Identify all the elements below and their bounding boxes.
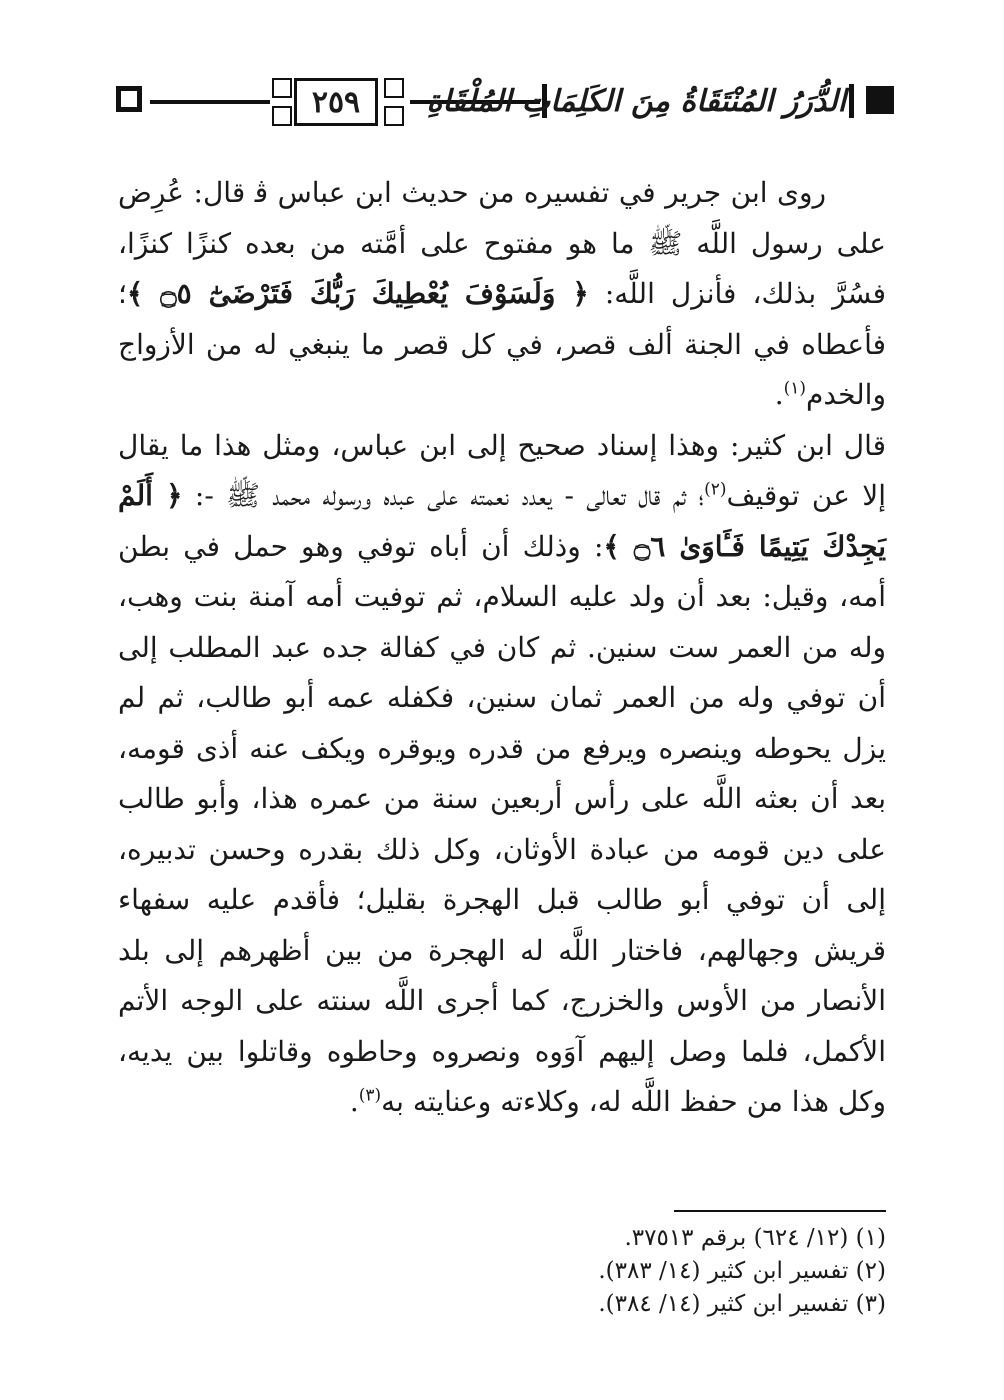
header-rule-left	[150, 100, 270, 104]
page-header	[110, 70, 894, 134]
header-filled-square-ornament	[866, 86, 894, 114]
footnote-ref-2[interactable]: (٢)	[704, 479, 727, 500]
footnote-ref-3[interactable]: (٣)	[358, 1085, 382, 1106]
frame-knot-ornament	[384, 78, 404, 98]
text-span: ؛ فأعطاه في الجنة ألف قصر، في كل قصر ما ينبغي له من الأزواج والخدم	[118, 277, 886, 411]
text-span: .	[349, 1085, 359, 1118]
page-number-frame	[268, 74, 408, 130]
footnotes	[286, 1222, 886, 1321]
footnote-2: (٢) تفسير ابن كثير (١٤/ ٣٨٣).	[598, 1258, 886, 1284]
text-span: .	[774, 378, 784, 411]
footnote-separator	[674, 1210, 886, 1212]
main-text	[118, 168, 886, 1128]
header-open-square-ornament	[116, 86, 142, 112]
running-title: الدُّرَرُ المُنْتَقَاةُ مِنَ الكَلِمَاتِ المُلْقَاةِ	[426, 84, 846, 119]
text-span: : وذلك أن أباه توفي وهو حمل في بطن أمه، وقيل: بعد أن ولد عليه السلام، ثم توفيت أمه آمنة بنت وهب، وله من العمر ست سنين. ثم كان في كفالة جده عبد المطلب إلى أن توفي وله من العمر ثمان سنين، فكفله عمه أبو طالب، ثم لم يزل يحوطه وينصره ويرفع من قدره ويوقره ويكف عنه أذى قومه، بعد أن بعثه اللَّه على رأس أربعين سنة من عمره هذا، وأبو طالب على دين قومه من عبادة الأوثان، وكل ذلك بقدره وحسن تدبيره، إلى أن توفي أبو طالب قبل الهجرة بقليل؛ فأقدم عليه سفهاء قريش وجهالهم، فاختار اللَّه له الهجرة من بين أظهرهم إلى بلد الأنصار من الأوس والخزرج، كما أجرى اللَّه سنته على الوجه الأتم الأكمل، فلما وصل إليهم آوَوه ونصروه وحاطوه وقاتلوا بين يديه، وكل هذا من حفظ اللَّه له، وكلاءته وعنايته به	[118, 529, 886, 1118]
header-bar-ornament	[849, 84, 854, 118]
footnote-3: (٣) تفسير ابن كثير (١٤/ ٣٨٤).	[598, 1291, 886, 1317]
text-span: قال ابن كثير: وهذا إسناد صحيح إلى ابن عباس، ومثل هذا ما يقال إلا عن توقيف	[118, 428, 886, 512]
frame-knot-ornament	[272, 106, 292, 126]
footnote-ref-1[interactable]: (١)	[783, 378, 807, 399]
quran-verse: ﴿ وَلَسَوْفَ يُعْطِيكَ رَبُّكَ فَتَرْضَىٰٓ ۝٥ ﴾	[126, 277, 589, 310]
quran-verse: ﴿ أَلَمْ يَجِدْكَ يَتِيمًا فَـَٔاوَىٰ ۝٦ ﴾	[118, 479, 887, 563]
page-number: ٢٥٩	[294, 78, 378, 126]
frame-knot-ornament	[384, 106, 404, 126]
footnote-1: (١) (١٢/ ٦٢٤) برقم ٣٧٥١٣.	[624, 1225, 886, 1251]
text-span: ؛ ثم قال تعالى - يعدد نعمته على عبده ورسوله محمد ﷺ -:	[182, 479, 705, 512]
frame-knot-ornament	[272, 78, 292, 98]
text-span: روى ابن جرير في تفسيره من حديث ابن عباس ﭬ قال: عُرِض على رسول اللَّه ﷺ ما هو مفتوح على أمَّته من بعده كنزًا كنزًا، فسُرَّ بذلك، فأنزل اللَّه:	[118, 176, 886, 310]
paragraph-2	[118, 421, 886, 1128]
paragraph-1	[118, 168, 886, 421]
